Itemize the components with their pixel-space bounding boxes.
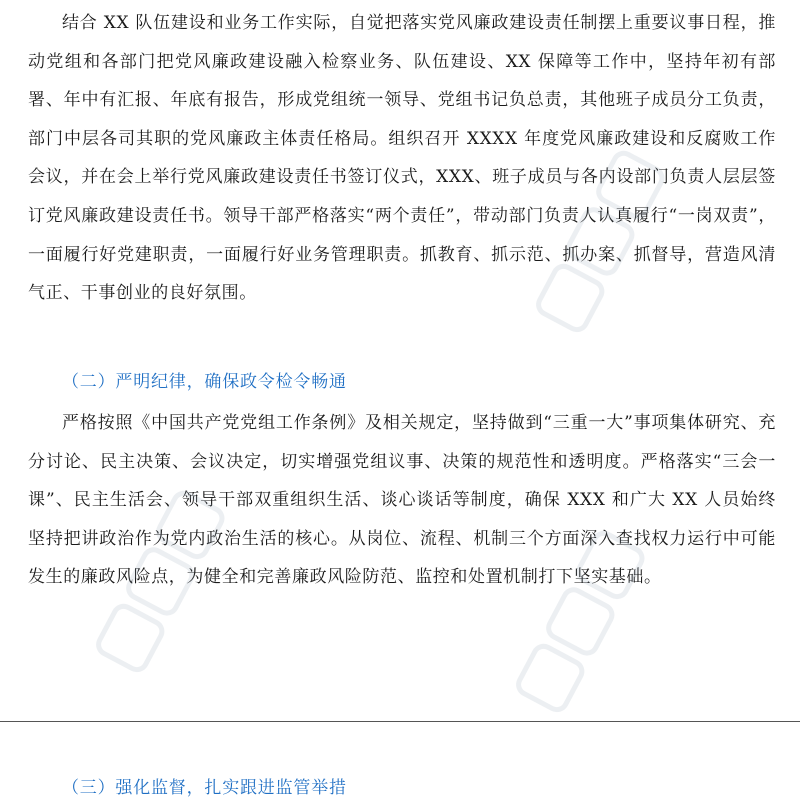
page-break-divider [0, 721, 800, 722]
section-heading-2: （二）严明纪律，确保政令检令畅通 [62, 372, 347, 392]
body-paragraph-2: 严格按照《中国共产党党组工作条例》及相关规定，坚持做到“三重一大”事项集体研究、充分讨论、民主决策、会议决定，切实增强党组议事、决策的规范性和透明度。严格落实“三会一课”、民主生活会、领导干部双重组织生活、谈心谈话等制度，确保 XXX 和广大 XX 人员始终坚持把讲政治作为党内政治生活的核心。从岗位、流程、机制三个方面深入查找权力运行中可能发生的廉政风险点，为健全和完善廉政风险防范、监控和处置机制打下坚实基础。 [28, 413, 776, 588]
section-heading-3: （三）强化监督，扎实跟进监管举措 [62, 778, 347, 798]
body-paragraph-1: 结合 XX 队伍建设和业务工作实际，自觉把落实党风廉政建设责任制摆上重要议事日程，推动党组和各部门把党风廉政建设融入检察业务、队伍建设、XX 保障等工作中，坚持年初有部署、年中有汇报、年底有报告，形成党组统一领导、党组书记负总责，其他班子成员分工负责，部门中层各司其职的党风廉政主体责任格局。组织召开 XXXX 年度党风廉政建设和反腐败工作会议，并在会上举行党风廉政建设责任书签订仪式，XXX、班子成员与各内设部门负责人层层签订党风廉政建设责任书。领导干部严格落实“两个责任”，带动部门负责人认真履行“一岗双责”，一面履行好党建职责，一面履行好业务管理职责。抓教育、抓示范、抓办案、抓督导，营造风清气正、干事创业的良好氛围。 [28, 13, 776, 304]
